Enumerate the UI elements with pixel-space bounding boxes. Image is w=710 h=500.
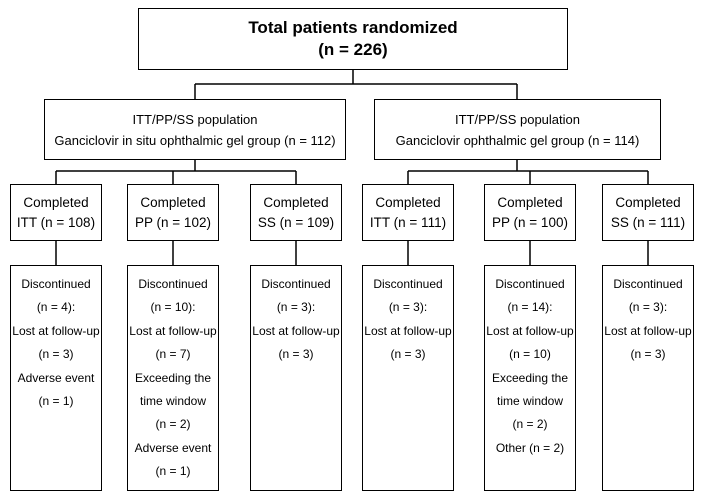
disc-line: (n = 3)	[278, 347, 314, 362]
group-box-in-situ-gel	[44, 99, 346, 160]
total-randomized-count: (n = 226)	[318, 40, 388, 59]
disc-line: Exceeding the	[134, 370, 212, 385]
completed-box-3	[250, 184, 342, 241]
completed-label: Completed	[497, 194, 563, 210]
disc-line: Lost at follow-up	[604, 323, 692, 338]
disc-line: (n = 14):	[507, 300, 553, 315]
discontinued-box-5	[484, 265, 576, 491]
disc-line: (n = 2)	[155, 417, 191, 432]
disc-line: Lost at follow-up	[12, 323, 100, 338]
completed-label: Completed	[140, 194, 206, 210]
completed-value: PP (n = 102)	[135, 214, 211, 230]
disc-line: Exceeding the	[491, 370, 569, 385]
total-randomized-box	[138, 8, 568, 70]
disc-line: Other (n = 2)	[495, 440, 565, 455]
disc-line: (n = 3):	[628, 300, 668, 315]
group-name: Ganciclovir ophthalmic gel group (n = 114)	[395, 132, 640, 148]
completed-label: Completed	[375, 194, 441, 210]
disc-line: (n = 3):	[388, 300, 428, 315]
disc-line: (n = 4):	[36, 300, 76, 315]
disc-line: (n = 7)	[155, 347, 191, 362]
disc-line: Adverse event	[17, 370, 95, 385]
discontinued-box-3	[250, 265, 342, 491]
disc-line: Lost at follow-up	[252, 323, 340, 338]
discontinued-box-1	[10, 265, 102, 491]
completed-box-2	[127, 184, 219, 241]
group-name: Ganciclovir in situ ophthalmic gel group (n = 112)	[54, 132, 336, 148]
completed-value: PP (n = 100)	[492, 214, 568, 230]
disc-line: (n = 10):	[150, 300, 196, 315]
group-box-ophthalmic-gel	[374, 99, 661, 160]
completed-value: SS (n = 109)	[257, 214, 335, 230]
disc-line: Discontinued	[138, 277, 208, 291]
discontinued-box-6	[602, 265, 694, 491]
completed-box-5	[484, 184, 576, 241]
discontinued-box-2	[127, 265, 219, 491]
disc-line: Discontinued	[21, 277, 91, 291]
disc-line: time window	[496, 394, 564, 409]
disc-line: Adverse event	[134, 440, 212, 455]
disc-line: time window	[139, 394, 207, 409]
completed-label: Completed	[23, 194, 89, 210]
completed-value: SS (n = 111)	[610, 214, 686, 230]
disc-line: Lost at follow-up	[364, 323, 452, 338]
disc-line: (n = 1)	[155, 464, 191, 479]
disc-line: (n = 1)	[38, 394, 74, 409]
disc-line: (n = 3)	[390, 347, 426, 362]
discontinued-box-4	[362, 265, 454, 491]
disc-line: (n = 2)	[512, 417, 548, 432]
disc-line: Discontinued	[613, 277, 683, 291]
total-randomized-title: Total patients randomized	[248, 18, 458, 37]
disc-line: Lost at follow-up	[486, 323, 574, 338]
disc-line: Discontinued	[261, 277, 331, 291]
group-population-label: ITT/PP/SS population	[454, 111, 580, 127]
completed-box-4	[362, 184, 454, 241]
disc-line: (n = 10)	[509, 347, 551, 362]
disc-line: (n = 3)	[630, 347, 666, 362]
disc-line: Lost at follow-up	[129, 323, 217, 338]
disc-line: Discontinued	[495, 277, 565, 291]
completed-box-1	[10, 184, 102, 241]
disc-line: (n = 3)	[38, 347, 74, 362]
completed-box-6	[602, 184, 694, 241]
completed-value: ITT (n = 108)	[16, 214, 96, 230]
disc-line: Discontinued	[373, 277, 443, 291]
completed-label: Completed	[263, 194, 329, 210]
group-population-label: ITT/PP/SS population	[132, 111, 258, 127]
disc-line: (n = 3):	[276, 300, 316, 315]
completed-value: ITT (n = 111)	[369, 214, 447, 230]
completed-label: Completed	[615, 194, 681, 210]
